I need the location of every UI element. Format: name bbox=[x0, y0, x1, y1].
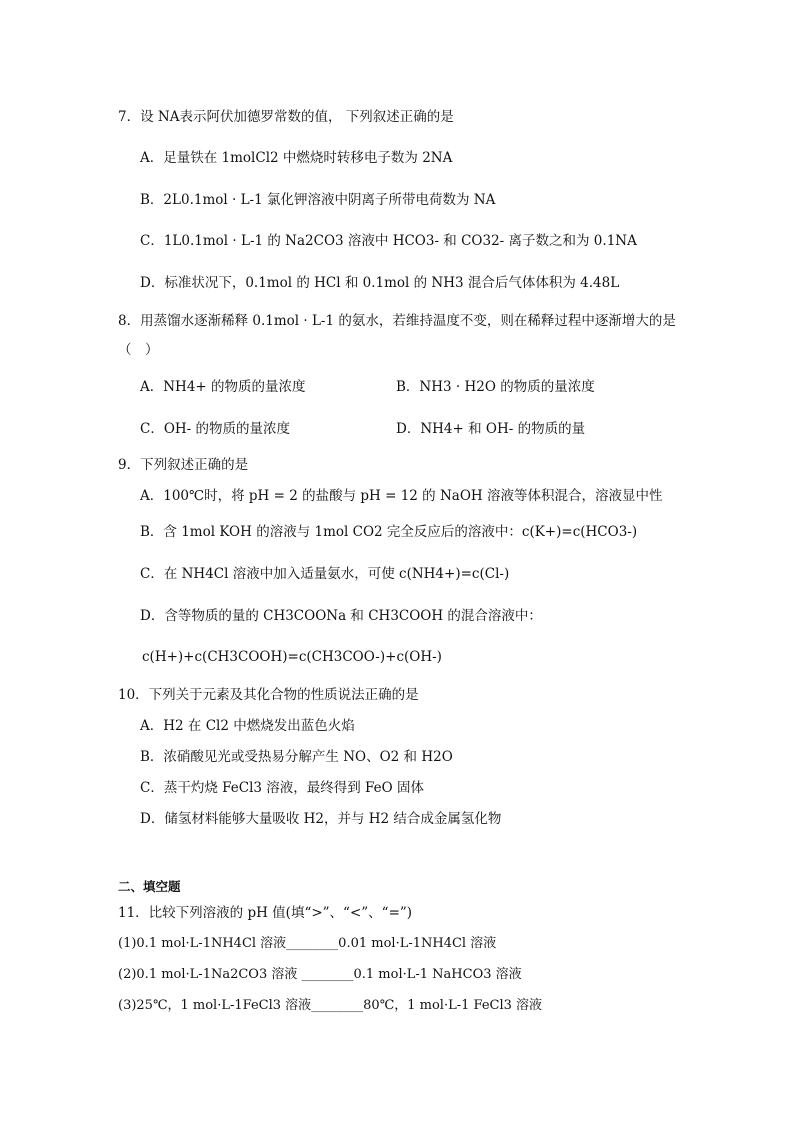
q11-part-1: (1)0.1 mol·L-1NH4Cl 溶液________0.01 mol·L-1NH4Cl 溶液 bbox=[118, 936, 497, 951]
q11-part-2: (2)0.1 mol·L-1Na2CO3 溶液 ________0.1 mol·L-1 NaHCO3 溶液 bbox=[118, 967, 522, 982]
q7-stem: 7．设 NA表示阿伏加德罗常数的值， 下列叙述正确的是 bbox=[118, 109, 454, 125]
q7-option-d: D．标准状况下，0.1mol 的 HCl 和 0.1mol 的 NH3 混合后气体体积为 4.48L bbox=[140, 275, 620, 291]
q7-option-c: C．1L0.1mol · L-1 的 Na2CO3 溶液中 HCO3- 和 CO32- 离子数之和为 0.1NA bbox=[140, 233, 637, 249]
q8-option-d: D．NH4+ 和 OH- 的物质的量 bbox=[396, 421, 586, 437]
q10-option-a: A．H2 在 Cl2 中燃烧发出蓝色火焰 bbox=[140, 718, 355, 734]
q9-option-d-equation: c(H+)+c(CH3COOH)=c(CH3COO-)+c(OH-) bbox=[142, 649, 442, 665]
q9-option-c: C．在 NH4Cl 溶液中加入适量氨水，可使 c(NH4+)=c(Cl-) bbox=[140, 566, 510, 582]
q9-stem: 9．下列叙述正确的是 bbox=[118, 457, 249, 473]
q10-option-c: C．蒸干灼烧 FeCl3 溶液，最终得到 FeO 固体 bbox=[140, 780, 425, 796]
q9-option-d: D．含等物质的量的 CH3COONa 和 CH3COOH 的混合溶液中： bbox=[140, 608, 542, 624]
q8-option-c: C．OH- 的物质的量浓度 bbox=[140, 421, 291, 437]
q11-part-3: (3)25℃，1 mol·L-1FeCl3 溶液________80℃，1 mol·L-1 FeCl3 溶液 bbox=[118, 998, 543, 1013]
q10-option-b: B．浓硝酸见光或受热易分解产生 NO、O2 和 H2O bbox=[140, 749, 453, 765]
q11-stem: 11．比较下列溶液的 pH 值(填“>”、“<”、“=”) bbox=[118, 905, 413, 921]
q10-stem: 10．下列关于元素及其化合物的性质说法正确的是 bbox=[118, 687, 419, 703]
section-title: 二、填空题 bbox=[118, 879, 181, 894]
q7-option-a: A．足量铁在 1molCl2 中燃烧时转移电子数为 2NA bbox=[140, 150, 453, 166]
q7-option-b: B．2L0.1mol · L-1 氯化钾溶液中阴离子所带电荷数为 NA bbox=[140, 192, 496, 208]
q8-option-a: A．NH4+ 的物质的量浓度 bbox=[140, 379, 306, 395]
q9-option-b: B．含 1mol KOH 的溶液与 1mol CO2 完全反应后的溶液中：c(K+)=c(HCO3-) bbox=[140, 524, 638, 540]
q9-option-a: A．100℃时，将 pH = 2 的盐酸与 pH = 12 的 NaOH 溶液等体积混合，溶液显中性 bbox=[140, 488, 663, 504]
q10-option-d: D．储氢材料能够大量吸收 H2，并与 H2 结合成金属氢化物 bbox=[140, 811, 502, 827]
q8-answer-paren: （ ） bbox=[118, 342, 159, 358]
q8-option-b: B．NH3 · H2O 的物质的量浓度 bbox=[396, 379, 595, 395]
q8-stem: 8．用蒸馏水逐渐稀释 0.1mol · L-1 的氨水，若维持温度不变，则在稀释过程中逐渐增大的是 bbox=[118, 313, 676, 329]
